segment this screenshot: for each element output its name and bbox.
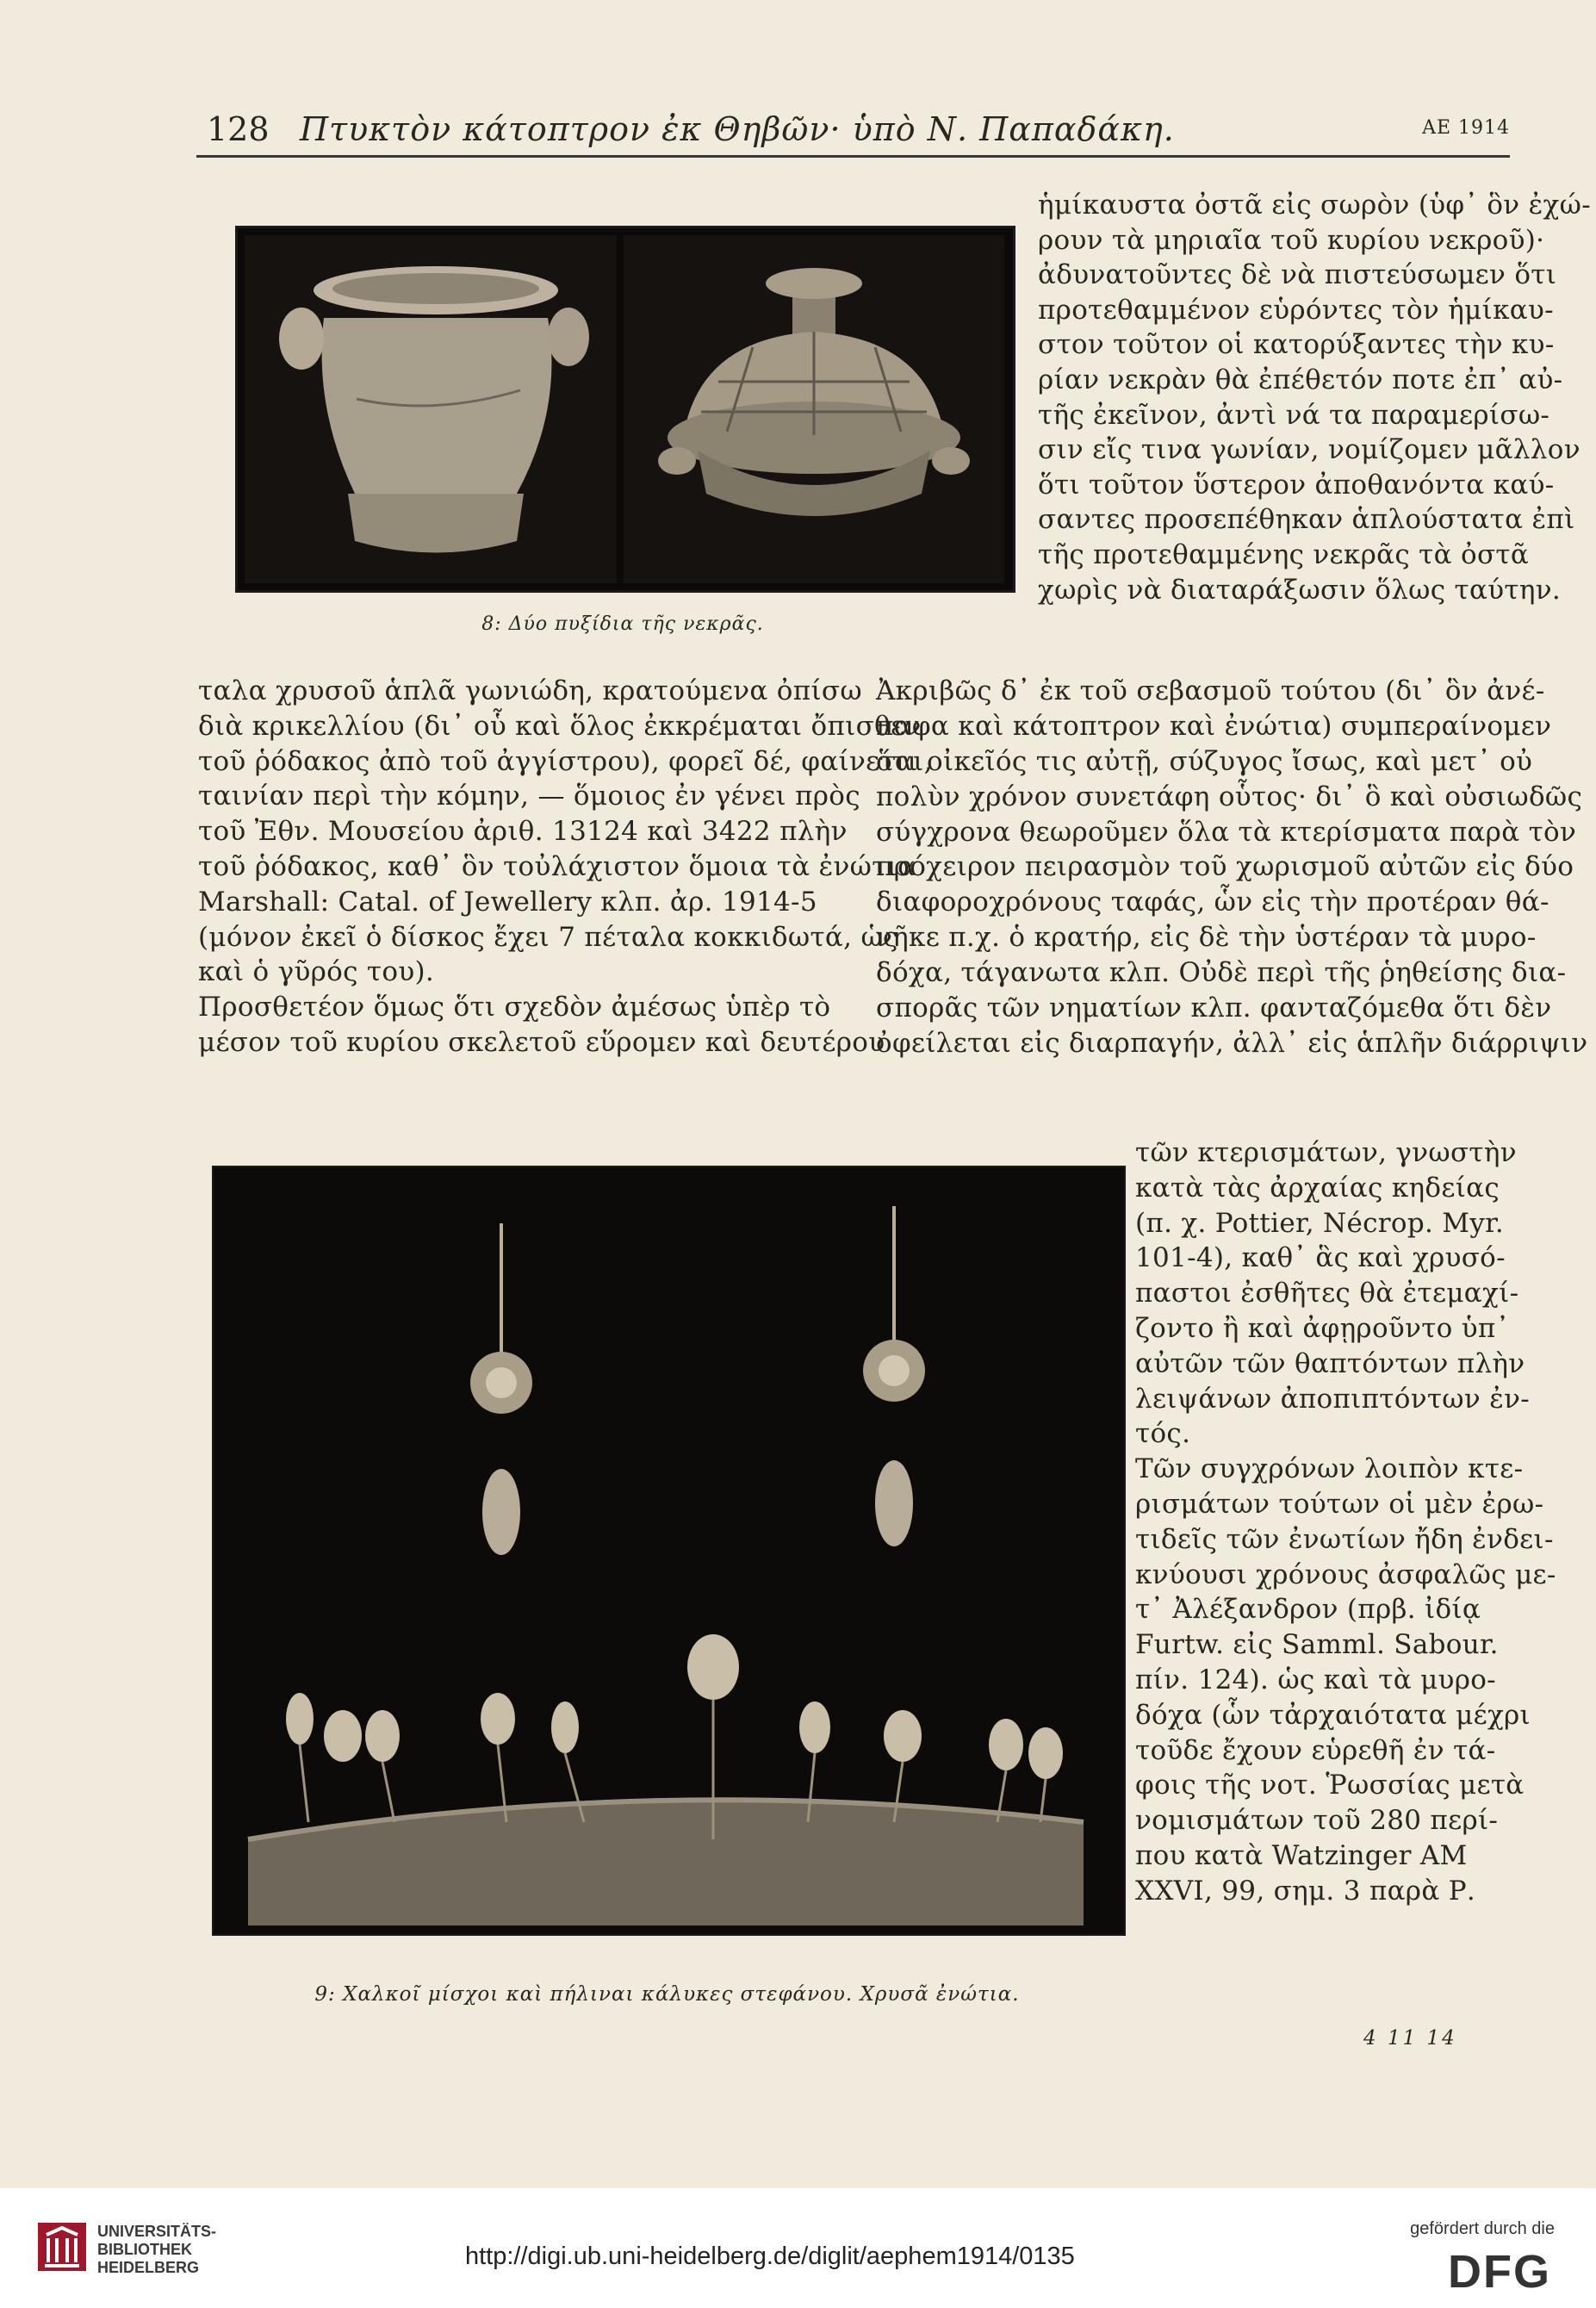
permalink-url[interactable]: http://digi.ub.uni-heidelberg.de/diglit/aephem1914/0135 [465, 2243, 1075, 2270]
funded-by-label: gefördert durch die [1410, 2219, 1555, 2238]
text-line: διὰ κρικελλίου (δι᾽ οὗ καὶ ὅλος ἐκκρέμαται ὄπισθεν [198, 710, 922, 742]
text-line: δόχα (ὧν τἀρχαιότατα μέχρι [1135, 1699, 1531, 1731]
text-line: ἀδυνατοῦντες δὲ νὰ πιστεύσωμεν ὅτι [1038, 259, 1557, 291]
text-line: ρουν τὰ μηριαῖα τοῦ κυρίου νεκροῦ)· [1038, 224, 1545, 256]
text-line: Furtw. εἰς Samml. Sabour. [1135, 1629, 1499, 1661]
text-line: Marshall: Catal. of Jewellery κλπ. ἀρ. 1914-5 [198, 886, 817, 918]
text-line: (μόνον ἐκεῖ ὁ δίσκος ἔχει 7 πέταλα κοκκιδωτά, ὡς [198, 921, 898, 953]
text-line: Ἀκριβῶς δ᾽ ἐκ τοῦ σεβασμοῦ τούτου (δι᾽ ὃν ἀνέ- [876, 675, 1545, 706]
text-line: ὀφείλεται εἰς διαρπαγήν, ἀλλ᾽ εἰς ἁπλῆν διάρριψιν [876, 1027, 1588, 1059]
page-number: 128 [207, 110, 270, 148]
text-line: τῶν κτερισμάτων, γνωστὴν [1135, 1137, 1517, 1168]
narrow-text [1135, 1135, 1556, 1909]
text-line: ζοντο ἢ καὶ ἀφῃροῦντο ὑπ᾽ [1135, 1312, 1510, 1344]
text-line: ὅτι οἰκεῖός τις αὐτῇ, σύζυγος ἴσως, καὶ μετ᾽ οὐ [876, 745, 1533, 777]
right-text [876, 674, 1588, 1061]
text-line: 101-4), καθ᾽ ἃς καὶ χρυσό- [1135, 1242, 1506, 1274]
text-line: νομισμάτων τοῦ 280 περί- [1135, 1805, 1499, 1837]
text-line: ρίαν νεκρὰν θὰ ἐπέθετόν ποτε ἐπ᾽ αὐ- [1038, 364, 1563, 395]
right-column-top [1038, 188, 1591, 607]
pyxis-jar-illustration [245, 235, 617, 583]
signature-mark: 4 11 14 [1363, 2027, 1457, 2050]
text-line: χωρὶς νὰ διαταράξωσιν ὅλως ταύτην. [1038, 574, 1562, 606]
text-line: καὶ ὁ γῦρός του). [198, 956, 435, 988]
text-line: διαφοροχρόνους ταφάς, ὧν εἰς τὴν προτέραν θά- [876, 886, 1549, 918]
text-line: σαντες προσεπέθηκαν ἁπλούστατα ἐπὶ [1038, 504, 1575, 536]
narrow-column [1135, 1135, 1556, 1909]
dfg-logo: DFG [1448, 2246, 1551, 2298]
text-line: (π. χ. Pottier, Nécrop. Myr. [1135, 1207, 1505, 1239]
text-line: πρόχειρον πειρασμὸν τοῦ χωρισμοῦ αὐτῶν εἰς δύο [876, 851, 1574, 883]
text-line: τοῦ ῥόδακος ἀπὸ τοῦ ἀγγίστρου), φορεῖ δέ, φαίνεται, [198, 745, 933, 777]
text-line: στον τοῦτον οἱ κατορύξαντες τὴν κυ- [1038, 329, 1555, 361]
text-line: τῆς προτεθαμμένης νεκρᾶς τὰ ὀστᾶ [1038, 538, 1530, 570]
text-line: πολὺν χρόνον συνετάφη οὗτος· δι᾽ ὃ καὶ οὐσιωδῶς [876, 781, 1583, 812]
text-line: τ᾽ Ἀλέξανδρον (πρβ. ἰδίᾳ [1135, 1594, 1481, 1626]
running-head [196, 103, 1510, 158]
text-line: Τῶν συγχρόνων λοιπὸν κτε- [1135, 1453, 1524, 1485]
text-line: σύγχρονα θεωροῦμεν ὅλα τὰ κτερίσματα παρὰ τὸν [876, 816, 1577, 848]
text-line: Προσθετέον ὅμως ὅτι σχεδὸν ἀμέσως ὑπὲρ τὸ [198, 992, 831, 1023]
text-line: ταινίαν περὶ τὴν κόμην, — ὅμοιος ἐν γένει πρὸς [198, 781, 860, 812]
figure-9-caption: 9: Χαλκοῖ μίσχοι καὶ πήλιναι κάλυκες στεφάνου. Χρυσᾶ ἐνώτια. [314, 1983, 1020, 2006]
text-line: τοῦ Ἐθν. Μουσείου ἀριθ. 13124 καὶ 3422 πλὴν [198, 816, 848, 848]
text-line: πίν. 124). ὡς καὶ τὰ μυρο- [1135, 1664, 1496, 1695]
text-line: προτεθαμμένον εὑρόντες τὸν ἡμίκαυ- [1038, 294, 1554, 326]
right-top-text [1038, 188, 1591, 607]
figure-8-photo [235, 226, 1015, 593]
text-line: σπορᾶς τῶν νηματίων κλπ. φανταζόμεθα ὅτι δὲν [876, 992, 1552, 1024]
journal-label: ΑΕ 1914 [1422, 117, 1510, 139]
text-line: τιδεῖς τῶν ἐνωτίων ἤδη ἐνδει- [1135, 1523, 1554, 1555]
text-line: νῆκε π.χ. ὁ κρατήρ, εἰς δὲ τὴν ὑστέραν τὰ μυρο- [876, 922, 1537, 954]
figure-9-photo [212, 1166, 1126, 1936]
text-line: μέσον τοῦ κυρίου σκελετοῦ εὕρομεν καὶ δευτέρου [198, 1026, 885, 1058]
text-line: κατὰ τὰς ἀρχαίας κηδείας [1135, 1172, 1500, 1204]
lidded-pyxis-illustration [624, 235, 1004, 583]
library-name [97, 2223, 216, 2277]
text-line: παφα καὶ κάτοπτρον καὶ ἐνώτια) συμπεραίνομεν [876, 710, 1552, 742]
library-line-1: UNIVERSITÄTS- [97, 2223, 217, 2240]
text-line: ταλα χρυσοῦ ἁπλᾶ γωνιώδη, κρατούμενα ὀπίσω [198, 675, 862, 706]
text-line: λειψάνων ἀποπιπτόντων ἐν- [1135, 1383, 1531, 1415]
text-line: XXVI, 99, σημ. 3 παρὰ Ρ. [1135, 1875, 1476, 1907]
figure-8-caption: 8: Δύο πυξίδια τῆς νεκρᾶς. [481, 613, 764, 635]
text-line: που κατὰ Watzinger AM [1135, 1839, 1468, 1871]
text-line: κνύουσι χρόνους ἀσφαλῶς με- [1135, 1558, 1556, 1590]
text-line: δόχα, τάγανωτα κλπ. Οὐδὲ περὶ τῆς ῥηθείσης δια- [876, 957, 1567, 989]
library-line-2: BIBLIOTHEK [97, 2241, 192, 2258]
pyxis-photo-right [624, 235, 1004, 583]
text-line: φοις τῆς νοτ. Ῥωσσίας μετὰ [1135, 1770, 1525, 1801]
wreath-and-earrings-illustration [214, 1167, 1124, 1934]
running-title: Πτυκτὸν κάτοπτρον ἐκ Θηβῶν· ὑπὸ Ν. Παπαδάκη. [300, 110, 1175, 148]
text-line: τοῦ ῥόδακος, καθ᾽ ὃν τοὐλάχιστον ὅμοια τὰ ἐνώτια [198, 850, 916, 882]
text-line: παστοι ἐσθῆτες θὰ ἐτεμαχί- [1135, 1278, 1519, 1310]
left-column [198, 674, 933, 1061]
text-line: αὐτῶν τῶν θαπτόντων πλὴν [1135, 1347, 1525, 1379]
digitization-footer [0, 2188, 1596, 2308]
text-line: σιν εἴς τινα γωνίαν, νομίζομεν μᾶλλον [1038, 434, 1580, 466]
left-text [198, 674, 933, 1061]
right-column [876, 674, 1588, 1061]
library-line-3: HEIDELBERG [97, 2259, 200, 2276]
text-line: ὅτι τοῦτον ὕστερον ἀποθανόντα καύ- [1038, 469, 1555, 501]
university-library-logo-icon [38, 2223, 86, 2271]
text-line: τοῦδε ἔχουν εὑρεθῆ ἐν τά- [1135, 1734, 1496, 1766]
text-line: ἡμίκαυστα ὀστᾶ εἰς σωρὸν (ὑφ᾽ ὃν ἐχώ- [1038, 190, 1591, 221]
text-line: τῆς ἐκεῖνον, ἀντὶ νά τα παραμερίσω- [1038, 399, 1550, 431]
text-line: ρισμάτων τούτων οἱ μὲν ἐρω- [1135, 1488, 1544, 1520]
pyxis-photo-left [245, 235, 617, 583]
text-line: τός. [1135, 1418, 1191, 1450]
